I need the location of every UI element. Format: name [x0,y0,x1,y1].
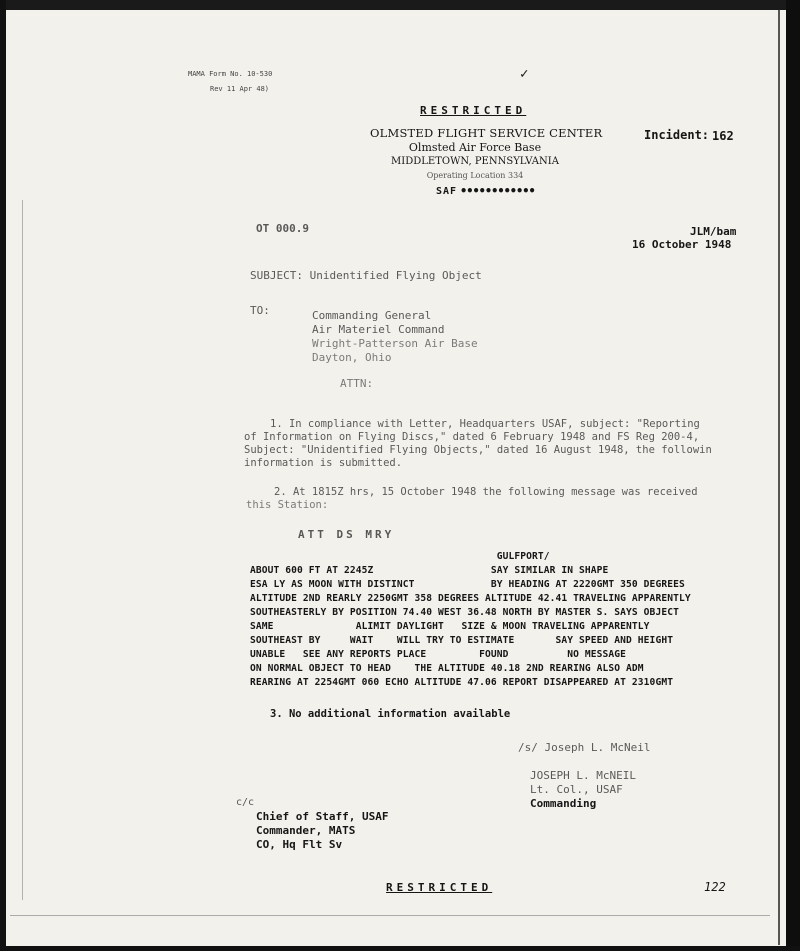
letterhead-dots: •••••••••••• [460,184,535,198]
subject-line: SUBJECT: Unidentified Flying Object [250,269,482,282]
letterhead-line4: Operating Location 334 [426,171,524,180]
classification-top: RESTRICTED [420,104,527,117]
letterhead-line1: OLMSTED FLIGHT SERVICE CENTER [370,126,603,140]
letterhead-line5: SAF [436,186,458,197]
scan-border-right [786,0,800,951]
paragraph-1-line: Subject: "Unidentified Flying Objects," dated 16 August 1948, the followin [244,444,712,456]
form-id-line2: Rev 11 Apr 48) [210,85,270,93]
incident-number: 162 [712,129,734,143]
message-line: UNABLE SEE ANY REPORTS PLACE FOUND NO MESSAGE [250,649,627,660]
paragraph-1-line: of Information on Flying Discs," dated 6 February 1948 and FS Reg 200-4, [244,431,700,443]
message-line: ON NORMAL OBJECT TO HEAD THE ALTITUDE 40.18 2ND REARING ALSO ADM [250,663,644,674]
classification-bottom: RESTRICTED [386,881,493,894]
file-reference: OT 000.9 [256,222,309,235]
message-line: REARING AT 2254GMT 060 ECHO ALTITUDE 47.06 REPORT DISAPPEARED AT 2310GMT [250,677,674,688]
addressee-line: Wright-Patterson Air Base [312,337,478,350]
signature-title: Commanding [530,797,597,810]
scan-border-left [0,0,6,951]
message-header: ATT DS MRY [298,528,395,541]
incident-label: Incident: [644,128,710,142]
cc-line: Chief of Staff, USAF [256,810,389,823]
message-line: SAME ALIMIT DAYLIGHT SIZE & MOON TRAVELING APPARENTLY [250,621,650,632]
addressee-attn: ATTN: [340,377,374,390]
message-line: SOUTHEASTERLY BY POSITION 74.40 WEST 36.48 NORTH BY MASTER S. SAYS OBJECT [250,607,679,618]
cc-line: Commander, MATS [256,824,356,837]
margin-line-left [22,200,23,900]
paragraph-1-line: 1. In compliance with Letter, Headquarters USAF, subject: "Reporting [270,418,700,430]
message-line: SOUTHEAST BY WAIT WILL TRY TO ESTIMATE SAY SPEED AND HEIGHT [250,635,674,646]
signature-name: JOSEPH L. McNEIL [530,769,636,782]
message-line: GULFPORT/ [250,551,550,562]
paragraph-2-line: 2. At 1815Z hrs, 15 October 1948 the following message was received [274,486,698,498]
initials: JLM/bam [690,225,737,238]
paragraph-2-line: this Station: [246,499,329,511]
scan-mark: ✓ [520,66,529,82]
message-line: ALTITUDE 2ND REARLY 2250GMT 358 DEGREES ALTITUDE 42.41 TRAVELING APPARENTLY [250,593,691,604]
addressee-line: Commanding General [312,309,432,322]
paragraph-1-line: information is submitted. [244,457,403,469]
paragraph-3: 3. No additional information available [270,708,511,720]
addressee-line: Dayton, Ohio [312,351,392,364]
form-id-line1: MAMA Form No. 10-530 [188,70,273,78]
cc-label: c/c [236,797,255,808]
scan-border-bottom [0,946,800,951]
addressee-line: Air Materiel Command [312,323,445,336]
letterhead-line2: Olmsted Air Force Base [408,141,542,154]
cc-line: CO, Hq Flt Sv [256,838,343,851]
signature-rank: Lt. Col., USAF [530,783,623,796]
message-line: ABOUT 600 FT AT 2245Z SAY SIMILAR IN SHAPE [250,565,609,576]
addressee-to: TO: [250,304,270,317]
scan-border-top [0,0,800,10]
letter-date: 16 October 1948 [632,238,732,251]
margin-line-right [778,10,780,945]
letterhead-line3: MIDDLETOWN, PENNSYLVANIA [391,156,559,167]
margin-line-bottom [10,915,770,916]
signature-signed: /s/ Joseph L. McNeil [518,741,651,754]
page-number: 122 [704,880,726,894]
message-line: ESA LY AS MOON WITH DISTINCT BY HEADING AT 2220GMT 350 DEGREES [250,579,685,590]
